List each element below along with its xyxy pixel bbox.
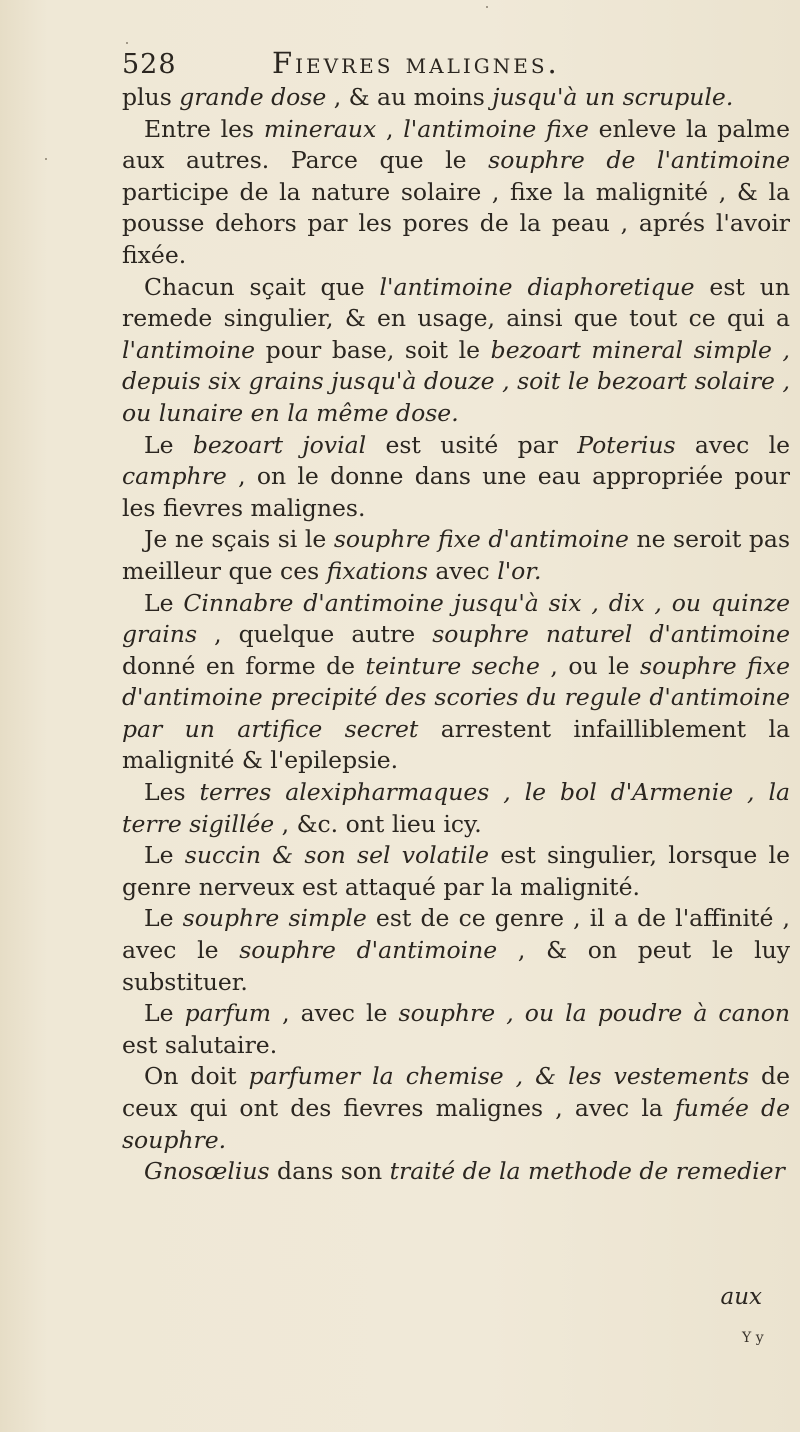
roman-text: Entre les xyxy=(144,114,264,143)
paragraph xyxy=(122,903,790,998)
paper-speck xyxy=(126,42,128,44)
italic-text: souphre d'antimoine xyxy=(239,936,498,965)
roman-text: , &c. ont lieu icy. xyxy=(274,809,482,838)
roman-text: Le xyxy=(144,904,183,933)
page-number: 528 xyxy=(122,49,177,80)
paragraph xyxy=(122,998,790,1061)
paragraph xyxy=(122,82,790,114)
italic-text: traité de la methode de remedier xyxy=(389,1157,785,1186)
italic-text: succin & son sel volatile xyxy=(184,841,490,870)
roman-text: est un remede singulier, & en usage, ainsi que tout ce qui a xyxy=(122,272,791,333)
roman-text: enleve la palme aux autres. Parce que le xyxy=(122,114,790,175)
roman-text: Le xyxy=(144,430,193,459)
italic-text: camphre xyxy=(122,462,227,491)
roman-text: avec le xyxy=(675,430,791,459)
roman-text: , quelque autre xyxy=(197,620,433,649)
paragraph xyxy=(122,430,790,525)
italic-text: souphre fixe d'antimoine xyxy=(333,525,629,554)
italic-text: parfumer la chemise , & les vestements xyxy=(248,1062,750,1091)
roman-text: , xyxy=(376,114,404,143)
roman-text: Je ne sçais si le xyxy=(144,525,334,554)
roman-text: est salutaire. xyxy=(122,1030,278,1059)
italic-text: l'or. xyxy=(497,556,542,585)
roman-text: pour base, soit le xyxy=(255,335,491,364)
roman-text: de ceux qui ont des fievres malignes , avec la xyxy=(122,1062,790,1122)
paper-speck xyxy=(486,6,488,8)
italic-text: bezoart mineral simple , depuis six grains jusqu'à douze , soit le bezoart solaire , ou lunaire en la même dose. xyxy=(122,335,790,427)
catchword: aux xyxy=(720,1284,762,1310)
paragraph xyxy=(122,588,790,778)
italic-text: fixations xyxy=(326,556,428,585)
roman-text: est de ce genre , il a de l'affinité , avec le xyxy=(122,904,790,965)
roman-text: , on le donne dans une eau appropriée pour les fievres malignes. xyxy=(122,462,790,522)
italic-text: Poterius xyxy=(577,430,676,459)
italic-text: souphre fixe d'antimoine precipité des scories du regule d'antimoine par un artifice secret xyxy=(122,651,790,743)
roman-text: , ou le xyxy=(539,651,641,680)
page-header xyxy=(122,46,682,86)
roman-text: Chacun sçait que xyxy=(144,272,380,301)
italic-text: Cinnabre d'antimoine jusqu'à six , dix , ou quinze grains xyxy=(122,588,791,649)
italic-text: l'antimoine fixe xyxy=(403,114,589,143)
roman-text: dans son xyxy=(269,1157,390,1186)
italic-text: teinture seche xyxy=(365,651,540,680)
italic-text: parfum xyxy=(184,999,271,1028)
roman-text: , & au moins xyxy=(326,83,493,111)
italic-text: grande dose xyxy=(179,83,327,111)
roman-text: participe de la nature solaire , fixe la malignité , & la pousse dehors par les pores de la peau , aprés l'avoir fixée. xyxy=(122,177,790,269)
italic-text: l'antimoine xyxy=(122,335,256,364)
roman-text: Le xyxy=(144,841,185,870)
roman-text: Les xyxy=(144,778,200,807)
paragraph xyxy=(122,524,790,587)
italic-text: souphre simple xyxy=(182,904,367,933)
italic-text: souphre naturel d'antimoine xyxy=(432,620,790,649)
italic-text: l'antimoine diaphoretique xyxy=(379,272,695,301)
paper-speck xyxy=(45,158,47,160)
italic-text: terres alexipharmaques , le bol d'Armenie , la terre sigillée xyxy=(122,778,790,838)
paragraph xyxy=(122,272,790,430)
roman-text: arrestent infailliblement la malignité & l'epilepsie. xyxy=(122,714,790,775)
roman-text: donné en forme de xyxy=(122,651,366,680)
italic-text: jusqu'à un scrupule. xyxy=(492,83,734,111)
italic-text: fumée de souphre. xyxy=(122,1094,790,1154)
roman-text: est singulier, lorsque le genre nerveux est attaqué par la malignité. xyxy=(122,841,790,901)
paragraph xyxy=(122,1061,790,1156)
roman-text: avec xyxy=(427,556,498,585)
roman-text: , avec le xyxy=(271,999,399,1028)
running-title: Fievres malignes. xyxy=(272,46,560,80)
roman-text: , & on peut le luy substituer. xyxy=(122,936,791,996)
italic-text: bezoart jovial xyxy=(192,430,367,459)
italic-text: mineraux xyxy=(263,114,377,143)
italic-text: Gnosœlius xyxy=(144,1157,270,1186)
italic-text: souphre , ou la poudre à canon xyxy=(398,999,791,1028)
roman-text: Le xyxy=(144,999,185,1028)
paragraph xyxy=(122,114,790,272)
paragraph xyxy=(122,777,790,840)
roman-text: est usité par xyxy=(366,430,578,459)
body-text xyxy=(122,82,790,1188)
roman-text: Le xyxy=(144,588,184,617)
paragraph xyxy=(122,840,790,903)
signature-mark: Y y xyxy=(742,1330,764,1346)
roman-text: On doit xyxy=(144,1062,249,1091)
italic-text: souphre de l'antimoine xyxy=(488,146,791,175)
roman-text: ne seroit pas meilleur que ces xyxy=(122,525,791,585)
paragraph xyxy=(122,1156,790,1188)
roman-text: plus xyxy=(122,83,180,111)
